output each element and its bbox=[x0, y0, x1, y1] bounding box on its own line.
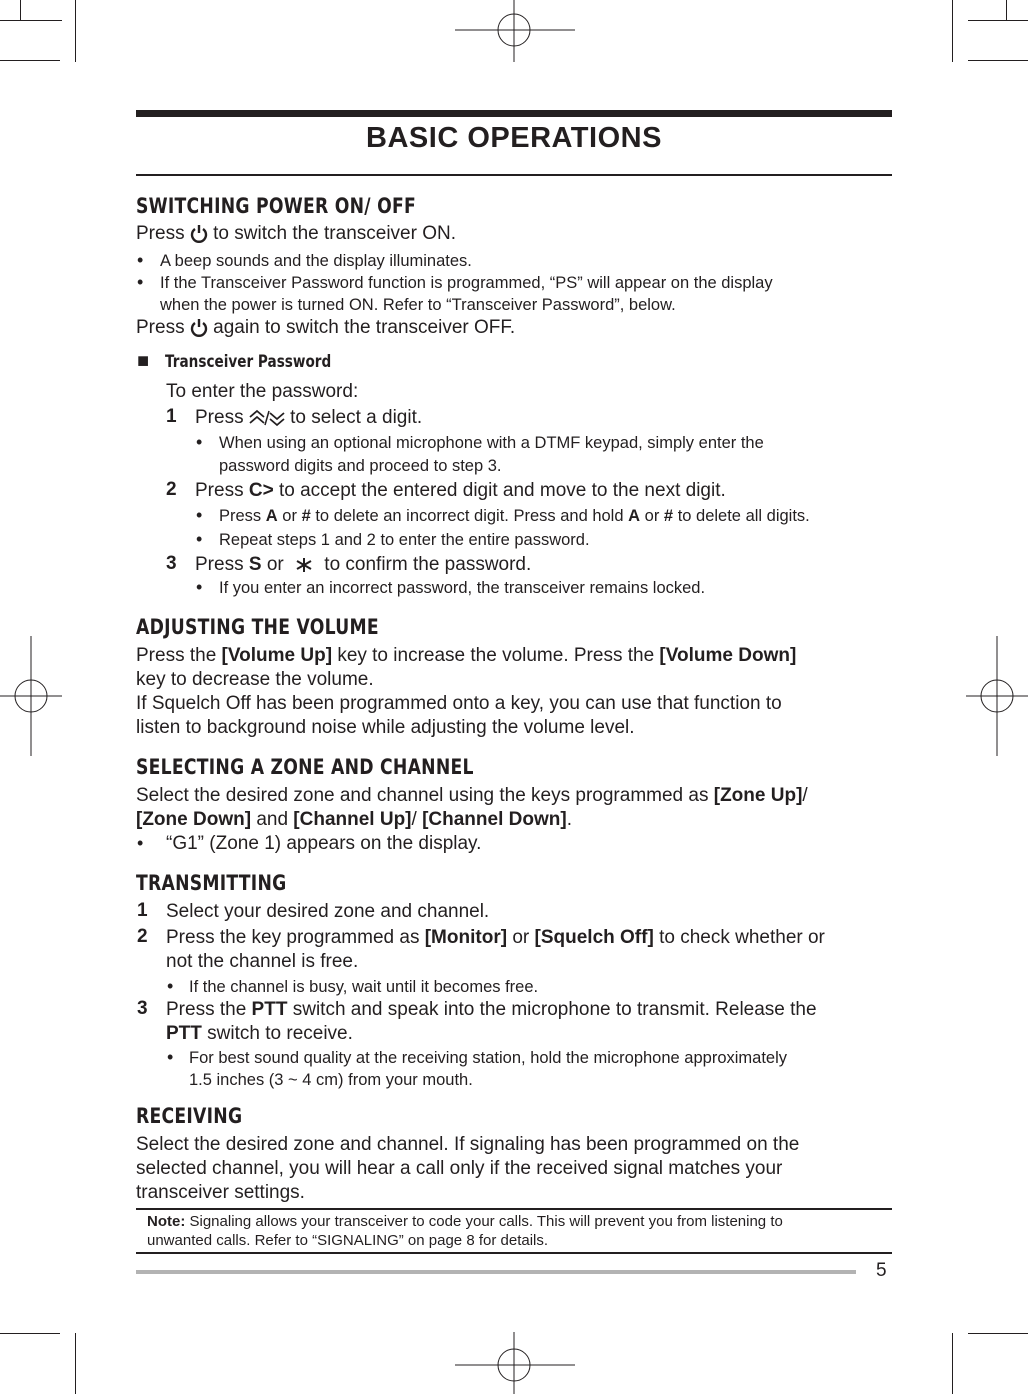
crop-mark-icon bbox=[75, 1333, 76, 1394]
text: / bbox=[411, 809, 417, 830]
step1-bullet-line2: password digits and proceed to step 3. bbox=[219, 457, 502, 475]
zone-line-2 bbox=[136, 808, 572, 832]
step2-bullet-2: Repeat steps 1 and 2 to enter the entire password. bbox=[219, 531, 590, 549]
text: Press the bbox=[166, 999, 247, 1020]
key-label: A bbox=[628, 507, 641, 525]
transmit-step-2 bbox=[166, 926, 825, 950]
bullet: • bbox=[137, 250, 144, 270]
text: Press the key programmed as bbox=[166, 927, 420, 948]
power-bullet-2-line1: If the Transceiver Password function is programmed, “PS” will appear on the display bbox=[160, 274, 773, 292]
key-label: # bbox=[663, 507, 674, 525]
text: to delete an incorrect digit. Press and hold bbox=[315, 507, 624, 525]
section-heading-volume: ADJUSTING THE VOLUME bbox=[136, 615, 379, 639]
key-label: [Monitor] bbox=[424, 927, 508, 948]
note-label: Note: bbox=[147, 1213, 186, 1230]
key-label: [Channel Up] bbox=[293, 809, 412, 830]
key-label: S bbox=[248, 554, 262, 575]
text: or bbox=[266, 554, 284, 575]
text: key to increase the volume. Press the bbox=[337, 645, 655, 666]
title-rule-top bbox=[136, 110, 892, 117]
key-label: C> bbox=[248, 480, 274, 501]
crop-mark-icon bbox=[968, 20, 1028, 21]
receive-line-2: selected channel, you will hear a call only if the received signal matches your bbox=[136, 1158, 783, 1179]
text: Press bbox=[195, 554, 244, 575]
text: or bbox=[282, 507, 297, 525]
note-rule-top bbox=[136, 1208, 892, 1210]
password-step-2 bbox=[195, 479, 726, 503]
text: or bbox=[644, 507, 660, 525]
text: Signaling allows your transceiver to code your calls. This will prevent you from listening to bbox=[189, 1213, 783, 1230]
section-heading-receive: RECEIVING bbox=[136, 1104, 243, 1128]
page-title: BASIC OPERATIONS bbox=[366, 122, 662, 154]
section-heading-zone: SELECTING A ZONE AND CHANNEL bbox=[136, 755, 474, 779]
text: Press bbox=[219, 507, 262, 525]
step-number: 1 bbox=[137, 900, 148, 921]
key-label: PTT bbox=[166, 1023, 202, 1044]
key-label: [Zone Up] bbox=[713, 785, 803, 806]
crop-mark-icon bbox=[968, 1333, 1028, 1334]
text: to switch the transceiver ON. bbox=[213, 223, 457, 244]
up-down-arrows-icon bbox=[249, 409, 285, 427]
text: Press bbox=[195, 407, 244, 428]
transmit-step-1: Select your desired zone and channel. bbox=[166, 901, 490, 922]
crop-mark-icon bbox=[952, 0, 953, 62]
text: switch to receive. bbox=[207, 1023, 353, 1044]
password-step-3 bbox=[195, 553, 531, 577]
key-label: A bbox=[265, 507, 278, 525]
crop-mark-icon bbox=[0, 1333, 60, 1334]
step-number: 2 bbox=[137, 926, 148, 947]
transmit-step-3-line2 bbox=[166, 1022, 353, 1046]
crop-mark-icon bbox=[20, 0, 21, 20]
note-rule-bottom bbox=[136, 1252, 892, 1254]
key-label: [Zone Down] bbox=[136, 809, 252, 830]
step-number: 3 bbox=[137, 998, 148, 1019]
step-number: 3 bbox=[166, 553, 177, 574]
text: to confirm the password. bbox=[324, 554, 532, 575]
section-heading-transmit: TRANSMITTING bbox=[136, 871, 287, 895]
transmit-step-2-line2: not the channel is free. bbox=[166, 951, 359, 972]
key-label: [Channel Down] bbox=[422, 809, 567, 830]
transmit-step-2-bullet: If the channel is busy, wait until it becomes free. bbox=[189, 978, 539, 996]
key-label: [Squelch Off] bbox=[534, 927, 654, 948]
zone-line-1 bbox=[136, 784, 808, 808]
text: Press the bbox=[136, 645, 217, 666]
crop-mark-icon bbox=[0, 60, 60, 61]
footer-rule bbox=[136, 1270, 856, 1274]
bullet: • bbox=[137, 833, 144, 853]
text: to check whether or bbox=[659, 927, 825, 948]
text: Select the desired zone and channel using the keys programmed as bbox=[136, 785, 709, 806]
key-label: [Volume Down] bbox=[659, 645, 797, 666]
bullet: • bbox=[196, 505, 203, 525]
text: switch and speak into the microphone to transmit. Release the bbox=[292, 999, 817, 1020]
page-number: 5 bbox=[876, 1260, 887, 1281]
receive-line-3: transceiver settings. bbox=[136, 1182, 305, 1203]
registration-target-icon bbox=[0, 636, 62, 756]
power-icon bbox=[190, 318, 208, 337]
text: Press bbox=[136, 317, 185, 338]
note-line-1 bbox=[147, 1212, 783, 1232]
transmit-step-3-bullet-line2: 1.5 inches (3 ~ 4 cm) from your mouth. bbox=[189, 1071, 473, 1089]
bullet: • bbox=[196, 432, 203, 452]
step-number: 2 bbox=[166, 479, 177, 500]
text: to delete all digits. bbox=[677, 507, 810, 525]
step1-bullet-line1: When using an optional microphone with a DTMF keypad, simply enter the bbox=[219, 434, 764, 452]
volume-line-4: listen to background noise while adjusting the volume level. bbox=[136, 717, 635, 738]
volume-line-2: key to decrease the volume. bbox=[136, 669, 374, 690]
power-on-line bbox=[136, 222, 456, 246]
section-marker: ■ bbox=[137, 350, 150, 372]
subsection-heading-password: Transceiver Password bbox=[165, 352, 332, 372]
text: again to switch the transceiver OFF. bbox=[213, 317, 516, 338]
step2-bullet-1 bbox=[219, 505, 810, 527]
text: to accept the entered digit and move to the next digit. bbox=[278, 480, 726, 501]
crop-mark-icon bbox=[0, 20, 62, 21]
crop-mark-icon bbox=[968, 60, 1028, 61]
password-intro: To enter the password: bbox=[166, 381, 359, 402]
transmit-step-3 bbox=[166, 998, 817, 1022]
bullet: • bbox=[196, 577, 203, 597]
volume-line-3: If Squelch Off has been programmed onto a key, you can use that function to bbox=[136, 693, 782, 714]
crop-mark-icon bbox=[952, 1333, 953, 1394]
asterisk-key-icon bbox=[289, 556, 319, 574]
crop-mark-icon bbox=[1006, 0, 1007, 20]
registration-target-icon bbox=[455, 1332, 575, 1394]
text: to select a digit. bbox=[290, 407, 423, 428]
password-step-1 bbox=[195, 406, 422, 430]
text: and bbox=[256, 809, 289, 830]
key-label: [Volume Up] bbox=[221, 645, 333, 666]
receive-line-1: Select the desired zone and channel. If signaling has been programmed on the bbox=[136, 1134, 800, 1155]
bullet: • bbox=[137, 272, 144, 292]
power-icon bbox=[190, 224, 208, 243]
key-label: PTT bbox=[251, 999, 288, 1020]
text: / bbox=[802, 785, 808, 806]
bullet: • bbox=[196, 529, 203, 549]
text: Press bbox=[195, 480, 244, 501]
step-number: 1 bbox=[166, 406, 177, 427]
text: . bbox=[566, 809, 572, 830]
zone-bullet: “G1” (Zone 1) appears on the display. bbox=[166, 833, 482, 854]
transmit-step-3-bullet-line1: For best sound quality at the receiving station, hold the microphone approximately bbox=[189, 1049, 788, 1067]
section-heading-power: SWITCHING POWER ON/ OFF bbox=[136, 194, 416, 218]
key-label: # bbox=[301, 507, 311, 525]
power-bullet-1: A beep sounds and the display illuminates. bbox=[160, 252, 472, 270]
registration-target-icon bbox=[966, 636, 1028, 756]
title-rule-bottom bbox=[136, 174, 892, 176]
bullet: • bbox=[167, 976, 174, 996]
text: Press bbox=[136, 223, 185, 244]
crop-mark-icon bbox=[75, 0, 76, 62]
power-bullet-2-line2: when the power is turned ON. Refer to “Transceiver Password”, below. bbox=[160, 296, 676, 314]
text: or bbox=[512, 927, 530, 948]
note-line-2: unwanted calls. Refer to “SIGNALING” on page 8 for details. bbox=[147, 1232, 549, 1249]
registration-target-icon bbox=[455, 0, 575, 62]
bullet: • bbox=[167, 1047, 174, 1067]
volume-line-1 bbox=[136, 644, 796, 668]
step3-bullet: If you enter an incorrect password, the transceiver remains locked. bbox=[219, 579, 706, 597]
power-off-line bbox=[136, 316, 515, 340]
